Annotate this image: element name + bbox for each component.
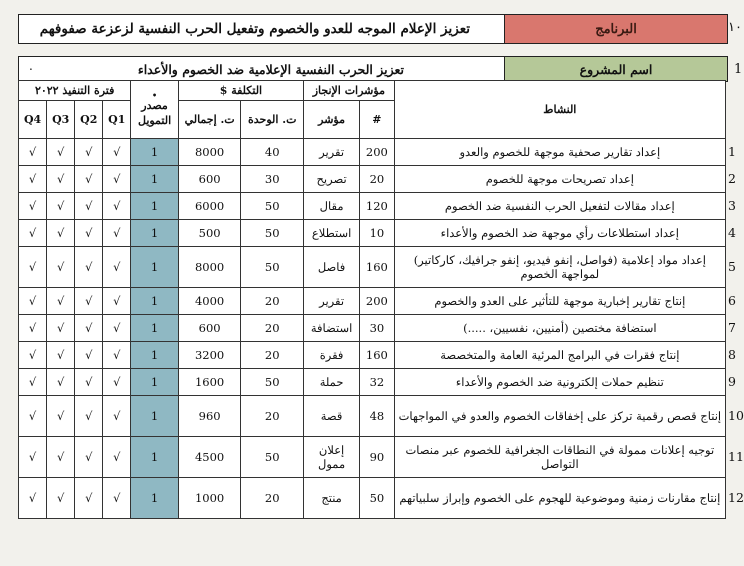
unit-cost-cell: 50	[241, 247, 304, 288]
activity-cell: إعداد مواد إعلامية (فواصل، إنفو فيديو، إنفو جرافيك، كاركاتير) لمواجهة الخصوم	[394, 247, 725, 288]
q1-check-cell: √	[103, 342, 131, 369]
total-cost-cell: 1000	[178, 478, 241, 519]
q3-check-cell: √	[47, 437, 75, 478]
q4-check-cell: √	[19, 193, 47, 220]
indicator-count-cell: 160	[360, 247, 395, 288]
source-header-label: مصدر التمويل	[137, 99, 172, 127]
indicator-count-cell: 30	[360, 315, 395, 342]
source-cell: 1	[131, 247, 178, 288]
source-cell: 1	[131, 342, 178, 369]
indicator-count-cell: 50	[360, 478, 395, 519]
cost-header: التكلفة $	[178, 81, 303, 101]
source-cell: 1	[131, 437, 178, 478]
q1-check-cell: √	[103, 247, 131, 288]
indicator-count-cell: 10	[360, 220, 395, 247]
q3-check-cell: √	[47, 193, 75, 220]
unit-cost-cell: 20	[241, 478, 304, 519]
q2-check-cell: √	[75, 288, 103, 315]
total-cost-cell: 600	[178, 166, 241, 193]
source-cell: 1	[131, 139, 178, 166]
q2-check-cell: √	[75, 315, 103, 342]
table-row	[19, 478, 726, 519]
table-row	[19, 193, 726, 220]
q3-check-cell: √	[47, 139, 75, 166]
activity-cell: إعداد تقارير صحفية موجهة للخصوم والعدو	[394, 139, 725, 166]
indicator-cell: قصة	[304, 396, 360, 437]
q4-check-cell: √	[19, 396, 47, 437]
activity-cell: إنتاج قصص رقمية تركز على إخفاقات الخصوم والعدو في المواجهات	[394, 396, 725, 437]
indicator-cell: حملة	[304, 369, 360, 396]
source-cell: 1	[131, 166, 178, 193]
program-row-number: ١٠	[728, 20, 742, 35]
unit-cost-cell: 50	[241, 220, 304, 247]
row-number: 6	[728, 292, 736, 308]
total-cost-cell: 8000	[178, 247, 241, 288]
indicator-cell: مقال	[304, 193, 360, 220]
row-number: 2	[728, 170, 736, 186]
total-cost-cell: 4500	[178, 437, 241, 478]
q2-check-cell: √	[75, 396, 103, 437]
q4-check-cell: √	[19, 288, 47, 315]
q4-check-cell: √	[19, 220, 47, 247]
unit-cost-cell: 40	[241, 139, 304, 166]
period-header: فترة التنفيذ ٢٠٢٢	[19, 81, 131, 101]
unit-cost-cell: 20	[241, 315, 304, 342]
indicator-count-cell: 200	[360, 139, 395, 166]
q3-check-cell: √	[47, 478, 75, 519]
indicator-cell: تقرير	[304, 288, 360, 315]
row-number: 7	[728, 319, 736, 335]
indicator-count-cell: 48	[360, 396, 395, 437]
q2-check-cell: √	[75, 166, 103, 193]
activities-table	[18, 80, 726, 519]
q1-header: Q1	[103, 101, 131, 139]
unit-cost-cell: 50	[241, 437, 304, 478]
activity-cell: استضافة مختصين (أمنيين، نفسيين، .....)	[394, 315, 725, 342]
indicator-count-cell: 90	[360, 437, 395, 478]
table-row	[19, 247, 726, 288]
q4-check-cell: √	[19, 139, 47, 166]
q4-check-cell: √	[19, 342, 47, 369]
table-row	[19, 342, 726, 369]
table-row	[19, 315, 726, 342]
table-row	[19, 437, 726, 478]
total-cost-cell: 600	[178, 315, 241, 342]
activity-cell: توجيه إعلانات ممولة في النطاقات الجغرافية للخصوم عبر منصات التواصل	[394, 437, 725, 478]
indicator-count-cell: 160	[360, 342, 395, 369]
activity-cell: إنتاج مقارنات زمنية وموضوعية للهجوم على الخصوم وإبراز سلبياتهم	[394, 478, 725, 519]
q1-check-cell: √	[103, 139, 131, 166]
row-number: 10	[728, 407, 744, 423]
q4-check-cell: √	[19, 369, 47, 396]
q1-check-cell: √	[103, 315, 131, 342]
q1-check-cell: √	[103, 193, 131, 220]
source-cell: 1	[131, 478, 178, 519]
unit-cost-cell: 50	[241, 369, 304, 396]
indicator-count-header: #	[360, 101, 395, 139]
unit-cost-cell: 20	[241, 396, 304, 437]
q1-check-cell: √	[103, 478, 131, 519]
indicator-header: مؤشر	[304, 101, 360, 139]
q3-check-cell: √	[47, 369, 75, 396]
total-cost-cell: 1600	[178, 369, 241, 396]
program-title: تعزيز الإعلام الموجه للعدو والخصوم وتفعيل الحرب النفسية لزعزعة صفوفهم	[39, 21, 470, 37]
source-header	[131, 81, 178, 139]
table-row	[19, 288, 726, 315]
source-cell: 1	[131, 220, 178, 247]
activity-cell: إعداد تصريحات موجهة للخصوم	[394, 166, 725, 193]
q2-check-cell: √	[75, 342, 103, 369]
activity-cell: إنتاج فقرات في البرامج المرئية العامة والمتخصصة	[394, 342, 725, 369]
total-cost-cell: 960	[178, 396, 241, 437]
project-label: اسم المشروع	[504, 57, 727, 81]
table-row	[19, 139, 726, 166]
source-cell: 1	[131, 193, 178, 220]
total-cost-header: ت. إجمالي	[178, 101, 241, 139]
activity-cell: إعداد مقالات لتفعيل الحرب النفسية ضد الخصوم	[394, 193, 725, 220]
source-dot: •	[152, 90, 158, 101]
q4-check-cell: √	[19, 166, 47, 193]
q1-check-cell: √	[103, 166, 131, 193]
q1-check-cell: √	[103, 396, 131, 437]
q2-check-cell: √	[75, 139, 103, 166]
q3-check-cell: √	[47, 315, 75, 342]
indicator-cell: تقرير	[304, 139, 360, 166]
total-cost-cell: 4000	[178, 288, 241, 315]
project-box	[18, 56, 728, 82]
row-number: 4	[728, 224, 736, 240]
activity-cell: إنتاج تقارير إخبارية موجهة للتأثير على العدو والخصوم	[394, 288, 725, 315]
program-label: البرنامج	[504, 15, 727, 43]
indicator-cell: استطلاع	[304, 220, 360, 247]
total-cost-cell: 6000	[178, 193, 241, 220]
source-cell: 1	[131, 288, 178, 315]
q4-check-cell: √	[19, 247, 47, 288]
project-dot: .	[29, 59, 33, 73]
total-cost-cell: 500	[178, 220, 241, 247]
project-row-number: 1	[734, 62, 743, 77]
q3-check-cell: √	[47, 166, 75, 193]
q4-check-cell: √	[19, 437, 47, 478]
q2-check-cell: √	[75, 369, 103, 396]
indicator-cell: فقرة	[304, 342, 360, 369]
indicators-header: مؤشرات الإنجاز	[304, 81, 395, 101]
q2-check-cell: √	[75, 247, 103, 288]
unit-cost-cell: 50	[241, 193, 304, 220]
total-cost-cell: 3200	[178, 342, 241, 369]
program-box	[18, 14, 728, 44]
row-number: 8	[728, 346, 736, 362]
q1-check-cell: √	[103, 437, 131, 478]
table-row	[19, 166, 726, 193]
q4-header: Q4	[19, 101, 47, 139]
row-number: 3	[728, 197, 736, 213]
row-number: 1	[728, 143, 736, 159]
table-row	[19, 396, 726, 437]
source-cell: 1	[131, 396, 178, 437]
project-title: تعزيز الحرب النفسية الإعلامية ضد الخصوم والأعداء	[137, 61, 404, 77]
q2-check-cell: √	[75, 193, 103, 220]
unit-cost-cell: 20	[241, 342, 304, 369]
indicator-cell: منتج	[304, 478, 360, 519]
q3-check-cell: √	[47, 247, 75, 288]
table-row	[19, 369, 726, 396]
indicator-count-cell: 20	[360, 166, 395, 193]
table-row	[19, 220, 726, 247]
q1-check-cell: √	[103, 220, 131, 247]
q3-check-cell: √	[47, 220, 75, 247]
source-cell: 1	[131, 315, 178, 342]
unit-cost-cell: 30	[241, 166, 304, 193]
activity-cell: تنظيم حملات إلكترونية ضد الخصوم والأعداء	[394, 369, 725, 396]
q3-check-cell: √	[47, 342, 75, 369]
q4-check-cell: √	[19, 478, 47, 519]
q3-header: Q3	[47, 101, 75, 139]
indicator-cell: تصريح	[304, 166, 360, 193]
q2-check-cell: √	[75, 437, 103, 478]
q3-check-cell: √	[47, 396, 75, 437]
row-number: 11	[728, 448, 744, 464]
q2-check-cell: √	[75, 220, 103, 247]
row-number: 12	[728, 489, 744, 505]
indicator-count-cell: 120	[360, 193, 395, 220]
unit-cost-cell: 20	[241, 288, 304, 315]
row-number: 9	[728, 373, 736, 389]
row-number: 5	[728, 258, 736, 274]
activity-header: النشاط	[394, 81, 725, 139]
indicator-cell: إعلان ممول	[304, 437, 360, 478]
q4-check-cell: √	[19, 315, 47, 342]
indicator-count-cell: 200	[360, 288, 395, 315]
indicator-count-cell: 32	[360, 369, 395, 396]
q1-check-cell: √	[103, 369, 131, 396]
q3-check-cell: √	[47, 288, 75, 315]
indicator-cell: فاصل	[304, 247, 360, 288]
source-cell: 1	[131, 369, 178, 396]
activity-cell: إعداد استطلاعات رأي موجهة ضد الخصوم والأعداء	[394, 220, 725, 247]
q1-check-cell: √	[103, 288, 131, 315]
q2-header: Q2	[75, 101, 103, 139]
q2-check-cell: √	[75, 478, 103, 519]
unit-cost-header: ت. الوحدة	[241, 101, 304, 139]
indicator-cell: استضافة	[304, 315, 360, 342]
total-cost-cell: 8000	[178, 139, 241, 166]
